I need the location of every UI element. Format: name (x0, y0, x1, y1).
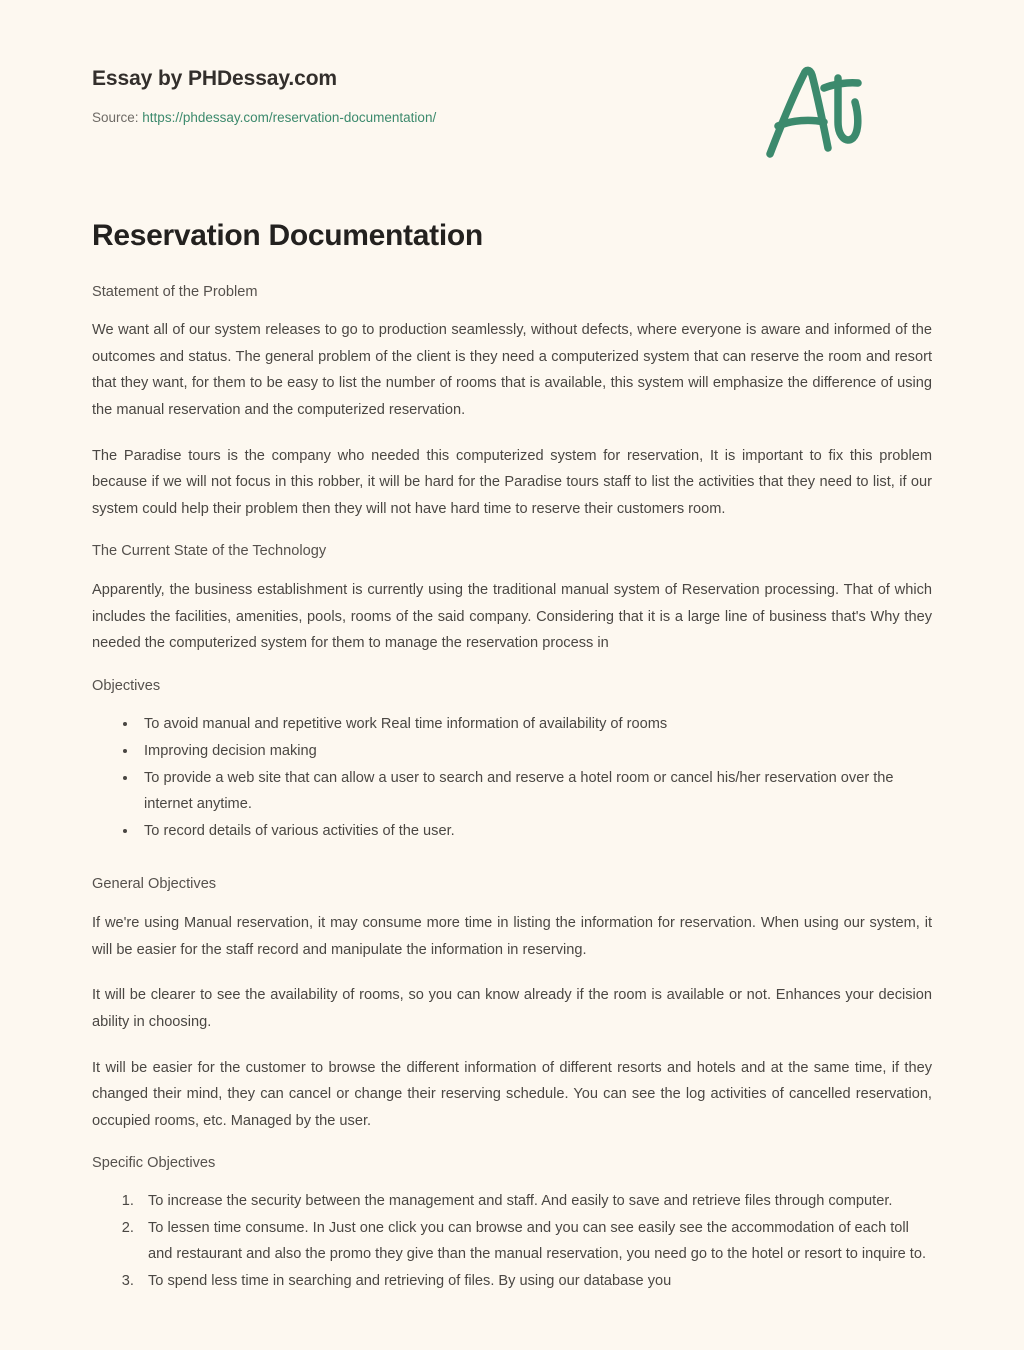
list-item: • To provide a web site that can allow a user to search and reserve a hotel room or cancel his/her reservation over the internet anytime. (138, 766, 932, 818)
list-item: • Improving decision making (138, 739, 932, 765)
paragraph-general-2: It will be clearer to see the availability of rooms, so you can know already if the room is available or not. Enhances your decision ability in choosing. (92, 987, 932, 1031)
objectives-list (92, 712, 932, 845)
source-url-link[interactable]: https://phdessay.com/reservation-documentation/ (142, 110, 437, 126)
list-item: 2. To lessen time consume. In Just one click you can browse and you can see easily see the accommodation of each toll and restaurant and also the promo they give than the manual reservation, you need go to the hotel or resort to inquire to. (138, 1216, 932, 1268)
source-label: Source: (92, 110, 139, 126)
site-header (92, 0, 932, 126)
heading-general-objectives: General Objectives (92, 876, 217, 893)
heading-specific-objectives: Specific Objectives (92, 1155, 216, 1172)
paragraph-technology-1: Apparently, the business establishment is currently using the traditional manual system of Reservation processing. That of which includes the facilities, amenities, pools, rooms of the said company. Considering that it is a large line of business that's Why they needed the computerized system for them to manage the reservation process in (92, 582, 932, 652)
document-body (92, 282, 932, 1295)
page-title: Reservation Documentation (92, 219, 483, 252)
paragraph-statement-1: We want all of our system releases to go to production seamlessly, without defects, where everyone is aware and informed of the outcomes and status. The general problem of the client is they need a computerized system that can reserve the room and resort that they want, for them to be easy to list the number of rooms that is available, this system will emphasize the difference of using the manual reservation and the computerized reservation. (92, 322, 932, 419)
list-item: • To avoid manual and repetitive work Real time information of availability of rooms (138, 712, 932, 738)
heading-objectives: Objectives (92, 677, 161, 694)
heading-current-state-of-technology: The Current State of the Technology (92, 543, 327, 560)
list-item: 3. To spend less time in searching and retrieving of files. By using our database you (138, 1269, 932, 1295)
brand-title: Essay by PHDessay.com (92, 67, 337, 90)
list-item: 1. To increase the security between the management and staff. And easily to save and retrieve files through computer. (138, 1189, 932, 1215)
a-plus-logo (758, 58, 870, 162)
paragraph-general-1: If we're using Manual reservation, it may consume more time in listing the information for reservation. When using our system, it will be easier for the staff record and manipulate the information in reserving. (92, 915, 932, 958)
list-item: • To record details of various activities of the user. (138, 819, 932, 845)
paragraph-general-3: It will be easier for the customer to browse the different information of different resorts and hotels and at the same time, if they changed their mind, they can cancel or change their reserving schedule. You can see the log activities of cancelled reservation, occupied rooms, etc. Managed by the user. (92, 1059, 932, 1129)
heading-statement-of-the-problem: Statement of the Problem (92, 283, 258, 300)
specific-objectives-list (92, 1189, 932, 1295)
paragraph-statement-2: The Paradise tours is the company who needed this computerized system for reservation, It is important to fix this problem because if we will not focus in this robber, it will be hard for the Paradise tours staff to list the activities that they need to list, if our system could help their problem then they will not have hard time to reserve their customers room. (92, 447, 932, 517)
